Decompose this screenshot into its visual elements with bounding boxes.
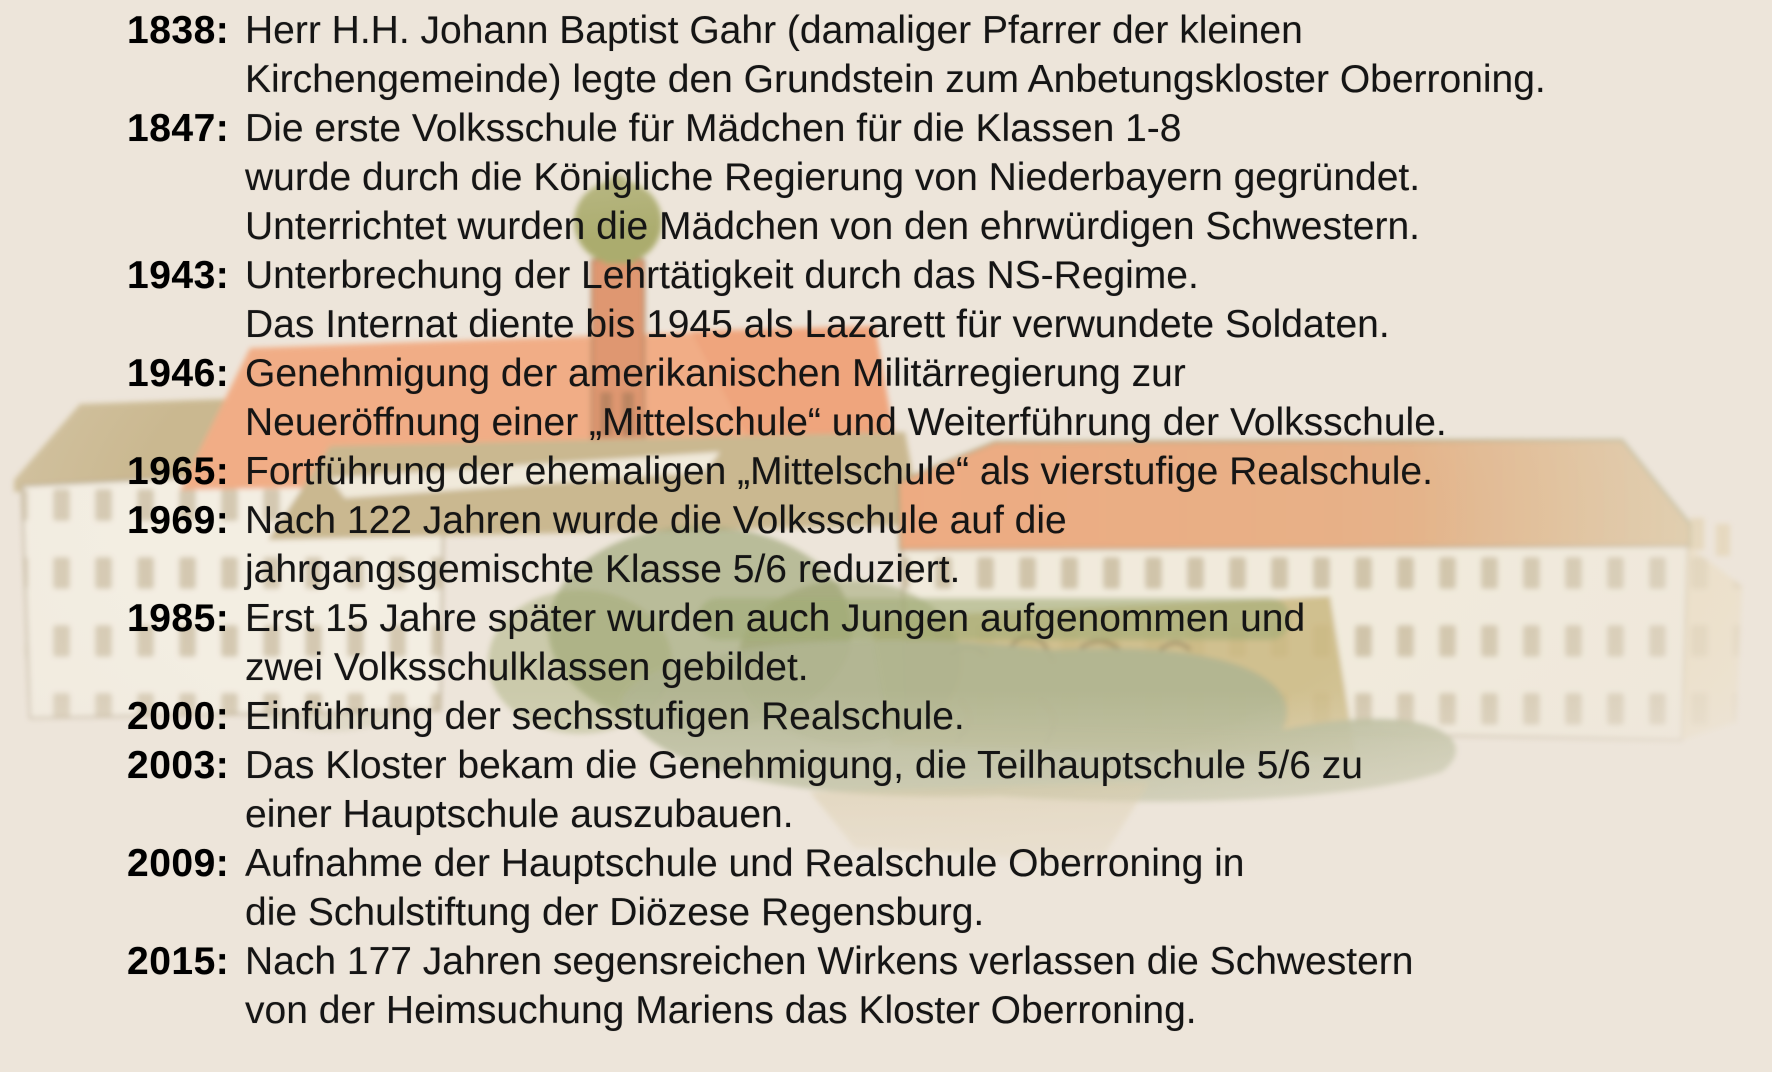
timeline-entry	[127, 594, 1758, 692]
timeline-entry	[127, 104, 1758, 251]
timeline-text-line: jahrgangsgemischte Klasse 5/6 reduziert.	[245, 548, 961, 591]
timeline-text-line: Neueröffnung einer „Mittelschule“ und Weiterführung der Volksschule.	[245, 401, 1447, 444]
timeline-entry-lines	[245, 692, 1758, 741]
timeline-text-line: Nach 177 Jahren segensreichen Wirkens verlassen die Schwestern	[245, 940, 1414, 983]
timeline-text-line: Das Kloster bekam die Genehmigung, die Teilhauptschule 5/6 zu	[245, 744, 1363, 787]
timeline-year-label: 1943:	[127, 254, 230, 297]
timeline-text-line: die Schulstiftung der Diözese Regensburg.	[245, 891, 985, 934]
timeline-year-label: 2000:	[127, 695, 230, 738]
timeline-year-label: 2009:	[127, 842, 230, 885]
timeline-year-label: 1838:	[127, 9, 230, 52]
timeline-year-label: 1969:	[127, 499, 230, 542]
timeline-text-line: Das Internat diente bis 1945 als Lazarett für verwundete Soldaten.	[245, 303, 1390, 346]
timeline-entry-lines	[245, 839, 1758, 937]
timeline-entry-lines	[245, 741, 1758, 839]
timeline-entry-lines	[245, 104, 1758, 251]
timeline-year-label: 2015:	[127, 940, 230, 983]
timeline-entry-lines	[245, 349, 1758, 447]
timeline-entry	[127, 496, 1758, 594]
timeline-entry	[127, 839, 1758, 937]
timeline-entry	[127, 937, 1758, 1035]
timeline-text-line: Genehmigung der amerikanischen Militärregierung zur	[245, 352, 1186, 395]
timeline-entry	[127, 692, 1758, 741]
timeline-year-label: 1946:	[127, 352, 230, 395]
timeline-text-line: Erst 15 Jahre später wurden auch Jungen aufgenommen und	[245, 597, 1306, 640]
timeline-text-line: Fortführung der ehemaligen „Mittelschule“ als vierstufige Realschule.	[245, 450, 1433, 493]
timeline-text-line: wurde durch die Königliche Regierung von Niederbayern gegründet.	[245, 156, 1421, 199]
timeline-entry-lines	[245, 496, 1758, 594]
timeline-entry	[127, 447, 1758, 496]
timeline-text-line: Einführung der sechsstufigen Realschule.	[245, 695, 965, 738]
timeline-year-label: 1985:	[127, 597, 230, 640]
timeline-entry-lines	[245, 937, 1758, 1035]
timeline-text-line: Aufnahme der Hauptschule und Realschule Oberroning in	[245, 842, 1245, 885]
timeline-entry-lines	[245, 447, 1758, 496]
timeline-entry-lines	[245, 594, 1758, 692]
timeline-year-label: 1847:	[127, 107, 230, 150]
timeline-text-line: Nach 122 Jahren wurde die Volksschule auf die	[245, 499, 1067, 542]
timeline-entry-lines	[245, 6, 1758, 104]
timeline-text-line: einer Hauptschule auszubauen.	[245, 793, 794, 836]
timeline-text-line: Unterrichtet wurden die Mädchen von den ehrwürdigen Schwestern.	[245, 205, 1420, 248]
timeline-entry	[127, 741, 1758, 839]
timeline-entry	[127, 6, 1758, 104]
timeline-text-line: Die erste Volksschule für Mädchen für die Klassen 1-8	[245, 107, 1182, 150]
timeline-text-line: Herr H.H. Johann Baptist Gahr (damaliger Pfarrer der kleinen	[245, 9, 1303, 52]
timeline-entry	[127, 251, 1758, 349]
timeline-text-line: von der Heimsuchung Mariens das Kloster Oberroning.	[245, 989, 1197, 1032]
timeline-entry	[127, 349, 1758, 447]
timeline-text-line: Unterbrechung der Lehrtätigkeit durch das NS-Regime.	[245, 254, 1199, 297]
timeline-year-label: 2003:	[127, 744, 230, 787]
timeline-year-label: 1965:	[127, 450, 230, 493]
timeline-text-line: Kirchengemeinde) legte den Grundstein zum Anbetungskloster Oberroning.	[245, 58, 1546, 101]
timeline-entry-lines	[245, 251, 1758, 349]
timeline-text-line: zwei Volksschulklassen gebildet.	[245, 646, 809, 689]
